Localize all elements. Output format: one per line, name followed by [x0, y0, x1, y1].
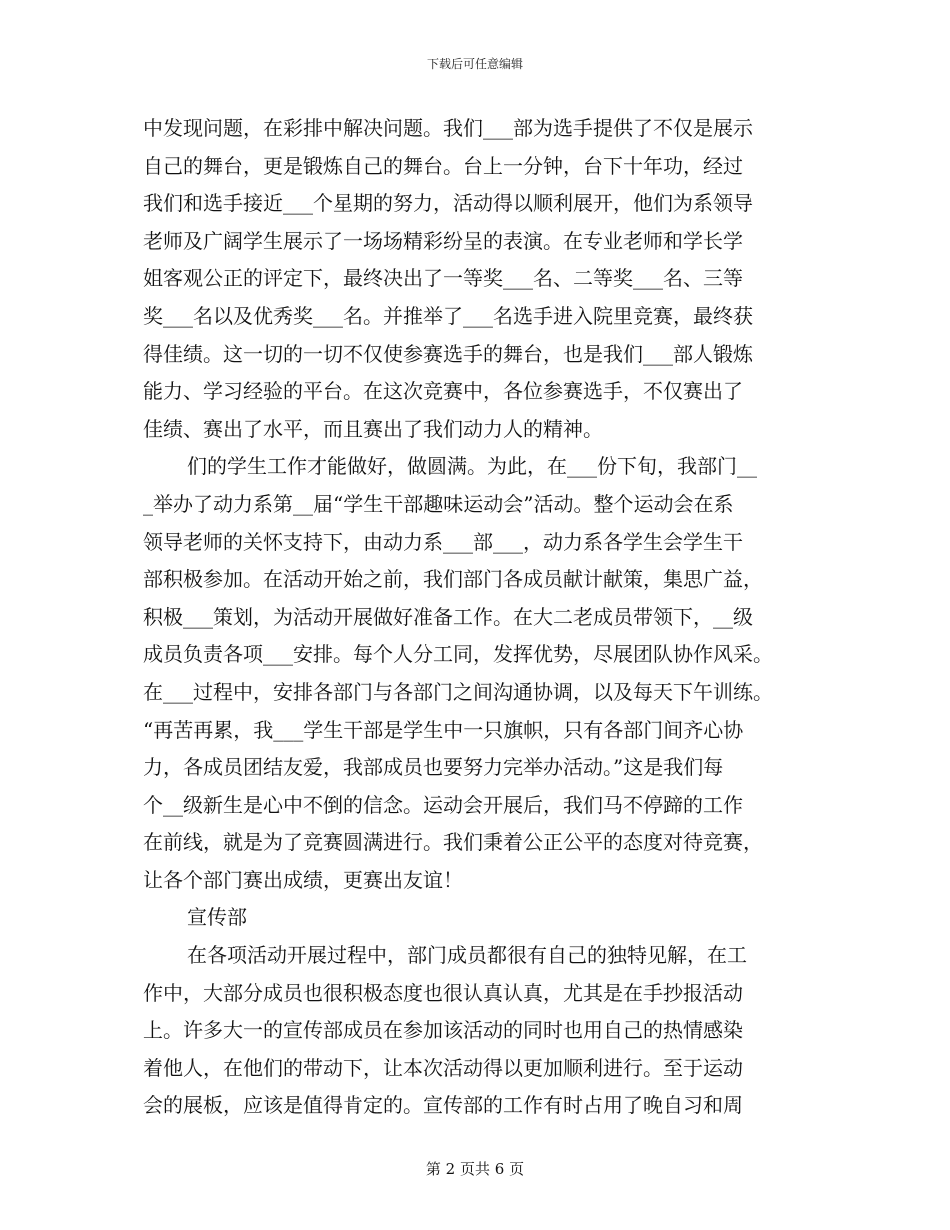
section-heading: 宣传部	[187, 905, 247, 930]
text-line: 姐客观公正的评定下，最终决出了一等奖___名、二等奖___名、三等	[143, 266, 743, 291]
text-line: 我们和选手接近___个星期的努力，活动得以顺利展开，他们为系领导	[143, 191, 753, 216]
text-line: 积极___策划，为活动开展做好准备工作。在大二老成员带领下，__级	[143, 604, 753, 629]
text-line: 得佳绩。这一切的一切不仅使参赛选手的舞台，也是我们___部人锻炼	[143, 341, 753, 366]
paragraph-start-line: 们的学生工作才能做好，做圆满。为此，在___份下旬，我部门__	[187, 454, 757, 479]
text-line: 作中，大部分成员也很积极态度也很认真认真，尤其是在手抄报活动	[143, 980, 743, 1005]
text-line: 在___过程中，安排各部门与各部门之间沟通协调，以及每天下午训练。	[143, 679, 773, 704]
text-line: 部积极参加。在活动开始之前，我们部门各成员献计献策，集思广益，	[143, 567, 763, 592]
text-line: 在前线，就是为了竞赛圆满进行。我们秉着公正公平的态度对待竞赛，	[143, 830, 763, 855]
text-line: 成员负责各项___安排。每个人分工同，发挥优势，尽展团队协作风采。	[143, 642, 773, 667]
text-line: 自己的舞台，更是锻炼自己的舞台。台上一分钟，台下十年功，经过	[143, 153, 743, 178]
text-line: 着他人，在他们的带动下，让本次活动得以更加顺利进行。至于运动	[143, 1055, 743, 1080]
text-line: 中发现问题，在彩排中解决问题。我们___部为选手提供了不仅是展示	[143, 116, 753, 140]
text-line: 会的展板，应该是值得肯定的。宣传部的工作有时占用了晚自习和周	[143, 1093, 743, 1118]
text-line: 上。许多大一的宣传部成员在参加该活动的同时也用自己的热情感染	[143, 1018, 743, 1043]
text-line: 奖___名以及优秀奖___名。并推举了___名选手进入院里竞赛，最终获	[143, 303, 753, 328]
text-line: 老师及广阔学生展示了一场场精彩纷呈的表演。在专业老师和学长学	[143, 228, 743, 253]
document-body	[143, 110, 808, 1125]
text-line: 力，各成员团结友爱，我部成员也要努力完举办活动。”这是我们每	[143, 755, 724, 780]
text-line: 能力、学习经验的平台。在这次竞赛中，各位参赛选手，不仅赛出了	[143, 379, 743, 404]
text-line: 领导老师的关怀支持下，由动力系___部___，动力系各学生会学生干	[143, 529, 743, 554]
page-footer: 第 2 页共 6 页	[425, 1160, 525, 1178]
text-line: 佳绩、赛出了水平，而且赛出了我们动力人的精神。	[143, 416, 603, 441]
page-header: 下载后可任意编辑	[426, 57, 523, 71]
text-line: _举办了动力系第__届“学生干部趣味运动会”活动。整个运动会在系	[143, 491, 734, 516]
text-line: “再苦再累，我___学生干部是学生中一只旗帜，只有各部门间齐心协	[143, 717, 744, 742]
paragraph-start-line: 在各项活动开展过程中，部门成员都很有自己的独特见解，在工	[187, 943, 747, 968]
text-line: 让各个部门赛出成绩，更赛出友谊！	[143, 867, 463, 892]
text-line: 个__级新生是心中不倒的信念。运动会开展后，我们马不停蹄的工作	[143, 792, 743, 817]
